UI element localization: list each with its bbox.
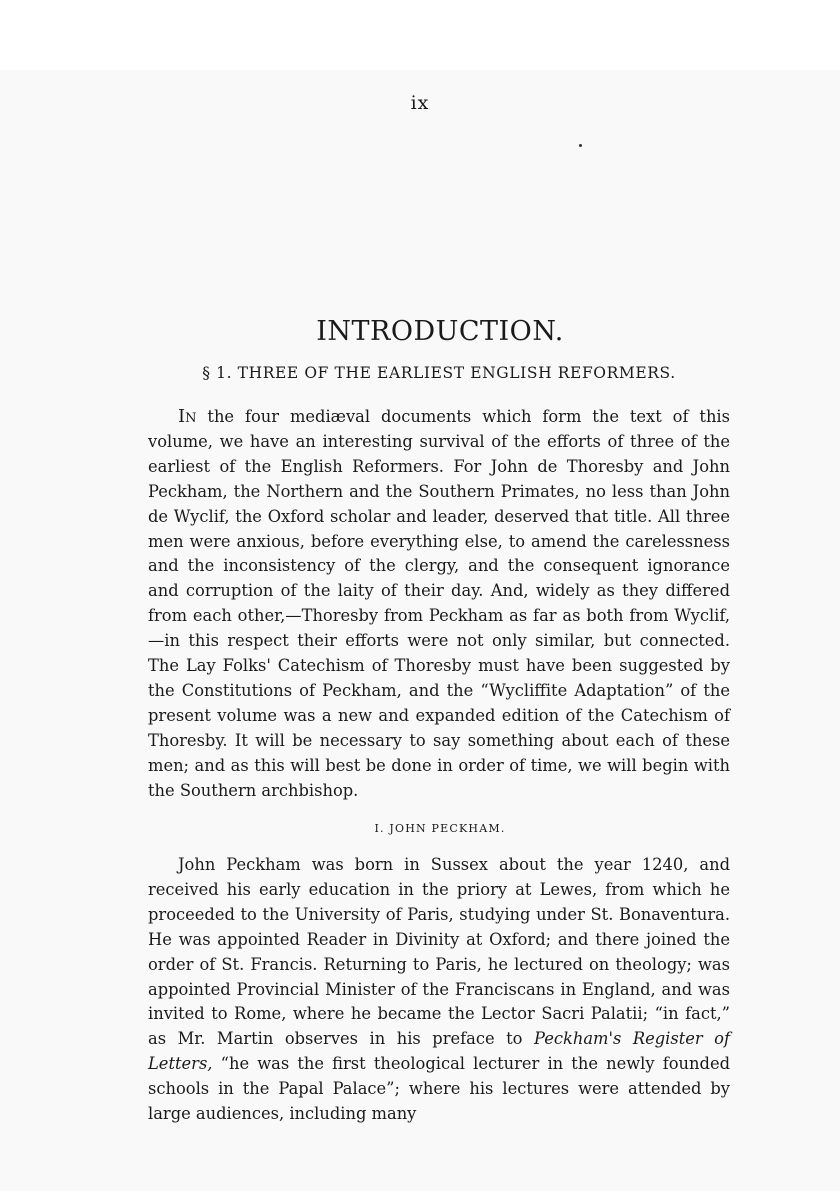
subsection-heading: I. JOHN PECKHAM. (374, 822, 506, 835)
book-title-italic: Peckham's Register of Letters, (148, 1029, 730, 1074)
paragraph-2-text-a: John Peckham was born in Sussex about the year 1240, and received his early education in the priory at Lewes, from which he proceeded to the University of Paris, studying under St. Bonaventura. He was appointed Reader in Divinity at Oxford; and there joined the order of St. Francis. Returning to Paris, he lectured on theology; was appointed Provincial Minister of the Franciscans in England, and was invited to Rome, where he became the Lector Sacri Palatii; “in fact,” as Mr. Martin observes in his preface to (148, 855, 730, 1049)
drop-cap: In (178, 406, 197, 427)
section-heading: § 1. THREE OF THE EARLIEST ENGLISH REFORMERS. (202, 364, 676, 382)
print-speck (579, 144, 582, 147)
paragraph-1-text: the four mediæval documents which form the text of this volume, we have an interesting survival of the efforts of three of the earliest of the English Reformers. For John de Thoresby and John Peckham, the Northern and the Southern Primates, no less than John de Wyclif, the Oxford scholar and leader, deserved that title. All three men were anxious, before everything else, to amend the carelessness and the inconsistency of the clergy, and the consequent ignorance and corruption of the laity of their day. And, widely as they differed from each other,—Thoresby from Peckham as far as both from Wyclif,—in this respect their efforts were not only similar, but connected. The Lay Folks' Catechism of Thoresby must have been suggested by the Constitutions of Peckham, and the “Wycliffite Adaptation” of the present volume was a new and expanded edition of the Catechism of Thoresby. It will be necessary to say something about each of these men; and as this will best be done in order of time, we will begin with the Southern archbishop. (148, 407, 730, 800)
body-paragraph-2 (148, 853, 730, 1127)
paragraph-2-text-b: “he was the first theological lecturer in the newly founded schools in the Papal Palace”; where his lectures were attended by large audiences, including many (148, 1054, 730, 1124)
body-paragraph-1 (148, 405, 730, 804)
page-number: ix (410, 92, 430, 114)
page-title: INTRODUCTION. (316, 316, 564, 348)
